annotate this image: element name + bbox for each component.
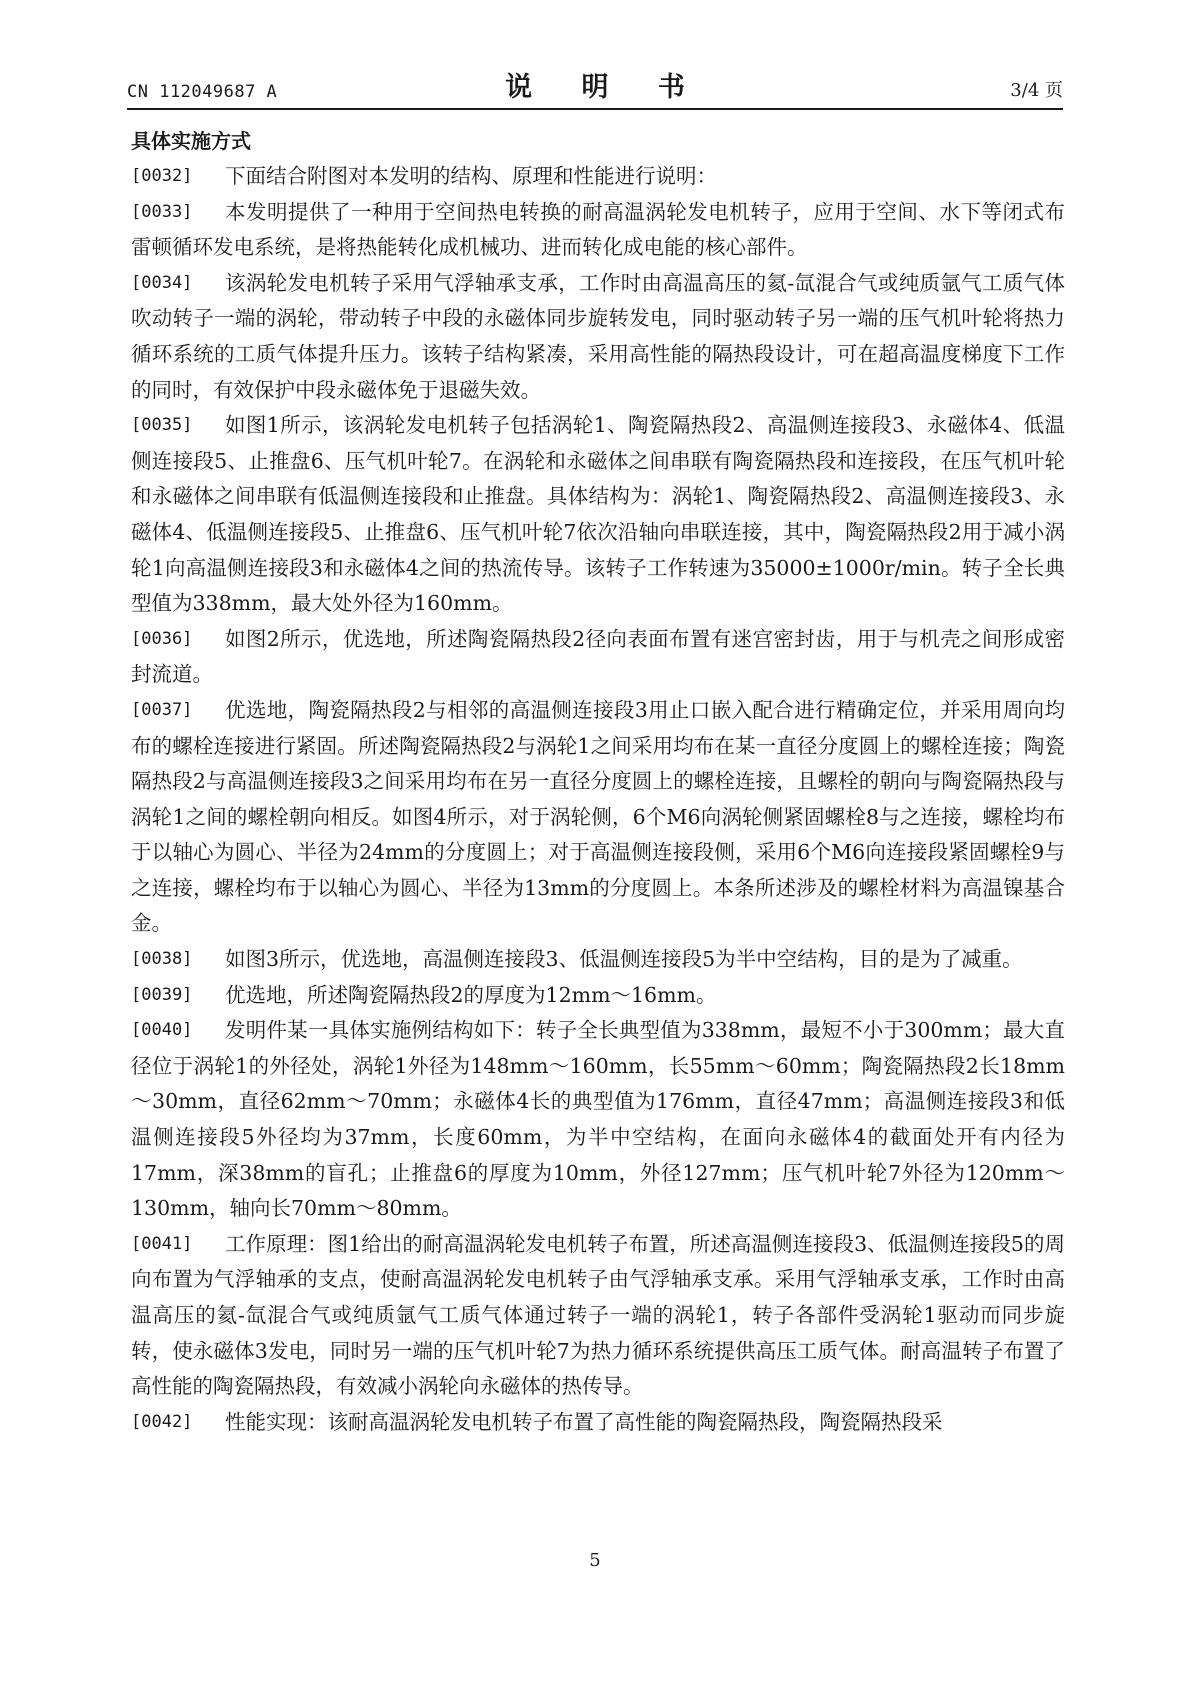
paragraph-number: [0039] [131,984,193,1005]
paragraph-text: 优选地，陶瓷隔热段2与相邻的高温侧连接段3用止口嵌入配合进行精确定位，并采用周向均布的螺栓连接进行紧固。所述陶瓷隔热段2与涡轮1之间采用均布在某一直径分度圆上的螺栓连接；陶瓷隔热段2与高温侧连接段3之间采用均布在另一直径分度圆上的螺栓连接，且螺栓的朝向与陶瓷隔热段与涡轮1之间的螺栓朝向相反。如图4所示，对于涡轮侧，6个M6向涡轮侧紧固螺栓8与之连接，螺栓均布于以轴心为圆心、半径为24mm的分度圆上；对于高温侧连接段侧，采用6个M6向连接段紧固螺栓9与之连接，螺栓均布于以轴心为圆心、半径为13mm的分度圆上。本条所述涉及的螺栓材料为高温镍基合金。 [131,697,1065,936]
page-indicator: 3/4 页 [1010,80,1063,101]
paragraph-number: [0041] [131,1233,193,1254]
paragraph-0036 [131,622,1065,693]
paragraph-text: 性能实现：该耐高温涡轮发电机转子布置了高性能的陶瓷隔热段，陶瓷隔热段采 [225,1409,943,1434]
paragraph-text: 优选地，所述陶瓷隔热段2的厚度为12mm～16mm。 [225,982,717,1007]
paragraph-number: [0033] [131,201,193,222]
paragraph-0038 [131,942,1065,978]
paragraph-0033 [131,195,1065,266]
paragraph-number: [0038] [131,949,193,970]
page-header [127,68,1063,110]
paragraph-number: [0034] [131,272,193,293]
paragraph-text: 下面结合附图对本发明的结构、原理和性能进行说明： [225,164,717,188]
paragraph-number: [0032] [131,166,193,186]
paragraph-text: 如图3所示，优选地，高温侧连接段3、低温侧连接段5为半中空结构，目的是为了减重。 [225,947,1023,972]
paragraph-text: 如图1所示，该涡轮发电机转子包括涡轮1、陶瓷隔热段2、高温侧连接段3、永磁体4、低温侧连接段5、止推盘6、压气机叶轮7。在涡轮和永磁体之间串联有陶瓷隔热段和连接段，在压气机叶轮和永磁体之间串联有低温侧连接段和止推盘。具体结构为：涡轮1、陶瓷隔热段2、高温侧连接段3、永磁体4、低温侧连接段5、止推盘6、压气机叶轮7依次沿轴向串联连接，其中，陶瓷隔热段2用于减小涡轮1向高温侧连接段3和永磁体4之间的热流传导。该转子工作转速为35000±1000r/min。转子全长典型值为338mm，最大处外径为160mm。 [131,413,1065,616]
document-title: 说 明 书 [505,72,705,103]
paragraph-0032 [131,159,1065,195]
paragraph-number: [0036] [131,628,193,649]
paragraph-text: 本发明提供了一种用于空间热电转换的耐高温涡轮发电机转子，应用于空间、水下等闭式布雷顿循环发电系统，是将热能转化成机械功、进而转化成电能的核心部件。 [131,199,1065,260]
paragraph-0040 [131,1013,1065,1227]
section-heading: 具体实施方式 [131,129,251,153]
paragraph-0041 [131,1227,1065,1405]
paragraph-text: 工作原理：图1给出的耐高温涡轮发电机转子布置，所述高温侧连接段3、低温侧连接段5的周向布置为气浮轴承的支点，使耐高温涡轮发电机转子由气浮轴承支承。采用气浮轴承支承，工作时由高温高压的氦-氙混合气或纯质氩气工质气体通过转子一端的涡轮1，转子各部件受涡轮1驱动而同步旋转，使永磁体3发电，同时另一端的压气机叶轮7为热力循环系统提供高压工质气体。耐高温转子布置了高性能的陶瓷隔热段，有效减小涡轮向永磁体的热传导。 [131,1231,1065,1399]
paragraph-0034 [131,266,1065,408]
paragraph-0037 [131,693,1065,942]
paragraph-text: 该涡轮发电机转子采用气浮轴承支承，工作时由高温高压的氦-氙混合气或纯质氩气工质气体吹动转子一端的涡轮，带动转子中段的永磁体同步旋转发电，同时驱动转子另一端的压气机叶轮将热力循环系统的工质气体提升压力。该转子结构紧凑，采用高性能的隔热段设计，可在超高温度梯度下工作的同时，有效保护中段永磁体免于退磁失效。 [131,270,1065,402]
paragraph-number: [0037] [131,699,193,720]
paragraph-number: [0040] [131,1020,193,1041]
page-number: 5 [589,1550,601,1571]
paragraph-0042 [131,1405,1065,1441]
paragraph-text: 如图2所示，优选地，所述陶瓷隔热段2径向表面布置有迷宫密封齿，用于与机壳之间形成密封流道。 [131,626,1065,687]
paragraph-text: 发明件某一具体实施例结构如下：转子全长典型值为338mm，最短不小于300mm；最大直径位于涡轮1的外径处，涡轮1外径为148mm～160mm，长55mm～60mm；陶瓷隔热段2长18mm～30mm，直径62mm～70mm；永磁体4长的典型值为176mm，直径47mm；高温侧连接段3和低温侧连接段5外径均为37mm，长度60mm，为半中空结构，在面向永磁体4的截面处开有内径为17mm，深38mm的盲孔；止推盘6的厚度为10mm，外径127mm；压气机叶轮7外径为120mm～130mm，轴向长70mm～80mm。 [131,1018,1065,1221]
paragraph-number: [0035] [131,415,193,436]
publication-number: CN 112049687 A [127,82,278,102]
paragraph-0035 [131,408,1065,622]
paragraph-number: [0042] [131,1411,193,1432]
description-body [131,123,1065,1440]
paragraph-0039 [131,978,1065,1014]
